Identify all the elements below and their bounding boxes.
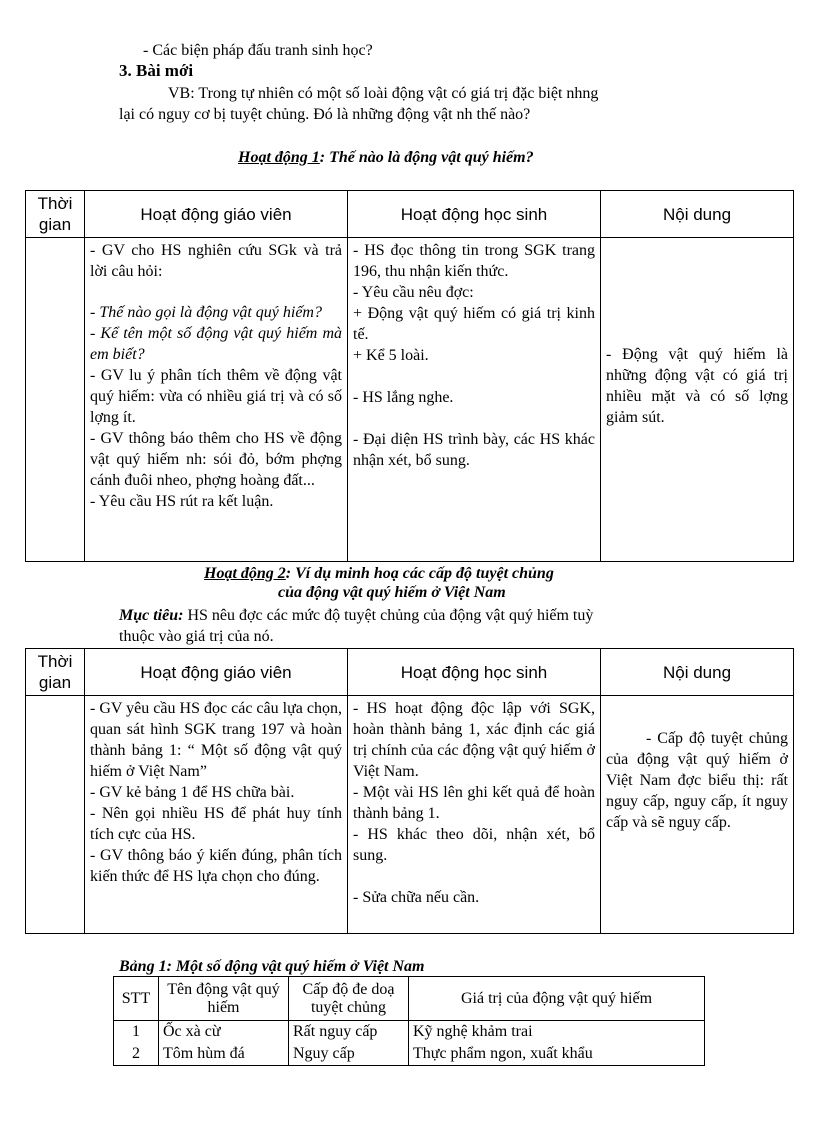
- header-student: Hoạt động học sinh: [348, 191, 601, 238]
- goal-text: HS nêu đợc các mức độ tuyệt chủng của động vật quý hiếm tuỳ: [183, 607, 594, 624]
- teacher-step: - GV kẻ bảng 1 để HS chữa bài.: [90, 784, 295, 801]
- header-content: Nội dung: [601, 649, 794, 696]
- content-text: - Động vật quý hiếm là những động vật có giá trị nhiều mặt và có số lợng giảm sút.: [606, 346, 788, 426]
- student-step: + Kể 5 loài.: [353, 347, 429, 364]
- intro-vb-line1: VB: Trong tự nhiên có một số loài động vật có giá trị đặc biệt nhng: [168, 85, 599, 102]
- header-teacher: Hoạt động giáo viên: [85, 191, 348, 238]
- student-step: - HS lắng nghe.: [353, 389, 454, 406]
- teacher-step: - Yêu cầu HS rút ra kết luận.: [90, 493, 274, 510]
- table1-title: Bảng 1: Một số động vật quý hiếm ở Việt Nam: [119, 958, 425, 975]
- cell-stt: 1: [114, 1021, 159, 1044]
- activity1-label: Hoạt động 1: [238, 149, 320, 166]
- activity2-heading: [204, 564, 554, 584]
- cell-stt: 2: [114, 1043, 159, 1066]
- table1-header: STT: [114, 977, 159, 1021]
- cell-value: Thực phẩm ngon, xuất khẩu: [409, 1043, 705, 1066]
- content-cell: [601, 696, 794, 934]
- teacher-question: - Thế nào gọi là động vật quý hiếm?: [90, 304, 322, 321]
- activity2-label: Hoạt động 2: [204, 565, 286, 582]
- header-teacher: Hoạt động giáo viên: [85, 649, 348, 696]
- cell-name: Tôm hùm đá: [159, 1043, 289, 1066]
- table1-header: Giá trị của động vật quý hiếm: [409, 977, 705, 1021]
- table-row: [114, 1043, 705, 1066]
- time-cell: [26, 696, 85, 934]
- activity2-title-line2: của động vật quý hiếm ở Việt Nam: [278, 584, 506, 601]
- content-text: - Cấp độ tuyệt chủng của động vật quý hiếm ở Việt Nam đợc biểu thị: rất nguy cấp, nguy cấp, ít nguy cấp và sẽ nguy cấp.: [606, 730, 788, 831]
- student-step: - HS đọc thông tin trong SGK trang 196, thu nhận kiến thức.: [353, 242, 595, 280]
- table-row: [114, 1021, 705, 1044]
- activity2-goal-line2: thuộc vào giá trị của nó.: [119, 628, 274, 645]
- activity1-heading: [238, 148, 534, 168]
- cell-value: Kỹ nghệ khảm trai: [409, 1021, 705, 1044]
- activity2-goal: [119, 606, 593, 626]
- cell-name: Ốc xà cừ: [159, 1021, 289, 1044]
- student-step: - Yêu cầu nêu đợc:: [353, 284, 474, 301]
- teacher-step: - GV cho HS nghiên cứu SGk và trả lời câu hỏi:: [90, 242, 342, 280]
- cell-level: Nguy cấp: [289, 1043, 409, 1066]
- content-cell: [601, 238, 794, 562]
- header-student: Hoạt động học sinh: [348, 649, 601, 696]
- section-title: 3. Bài mới: [119, 61, 194, 80]
- goal-label: Mục tiêu:: [119, 607, 184, 624]
- student-step: - Sửa chữa nếu cần.: [353, 889, 480, 906]
- table1-header: Cấp độ đe doạ tuyệt chủng: [289, 977, 409, 1021]
- time-cell: [26, 238, 85, 562]
- teacher-step: - Nên gọi nhiều HS để phát huy tính tích cực của HS.: [90, 805, 342, 843]
- student-cell: [348, 238, 601, 562]
- activity1-table: [25, 190, 794, 562]
- cell-level: Rất nguy cấp: [289, 1021, 409, 1044]
- teacher-step: - GV yêu cầu HS đọc các câu lựa chọn, quan sát hình SGK trang 197 và hoàn thành bảng 1: “ Một số động vật quý hiếm ở Việt Nam”: [90, 700, 342, 780]
- table1-header: Tên động vật quý hiếm: [159, 977, 289, 1021]
- table1: [113, 976, 705, 1066]
- student-step: - HS khác theo dõi, nhận xét, bổ sung.: [353, 826, 595, 864]
- teacher-step: - GV lu ý phân tích thêm về động vật quý hiếm: vừa có nhiều giá trị và có số lợng ít.: [90, 367, 342, 426]
- header-time: Thời gian: [26, 191, 85, 238]
- activity2-table: [25, 648, 794, 934]
- teacher-question: - Kể tên một số động vật quý hiếm mà em biết?: [90, 325, 342, 363]
- activity2-title: : Ví dụ minh hoạ các cấp độ tuyệt chủng: [285, 565, 554, 582]
- student-step: - HS hoạt động độc lập với SGK, hoàn thành bảng 1, xác định các giá trị chính của các động vật quý hiếm ở Việt Nam.: [353, 700, 595, 780]
- teacher-step: - GV thông báo thêm cho HS về động vật quý hiếm nh: sói đỏ, bớm phợng cánh đuôi nheo, phợng hoàng đất...: [90, 430, 342, 489]
- header-content: Nội dung: [601, 191, 794, 238]
- intro-question: - Các biện pháp đấu tranh sinh học?: [143, 42, 373, 59]
- teacher-cell: [85, 696, 348, 934]
- activity1-title: : Thế nào là động vật quý hiếm?: [319, 149, 534, 166]
- student-step: - Đại diện HS trình bày, các HS khác nhận xét, bổ sung.: [353, 431, 595, 469]
- student-cell: [348, 696, 601, 934]
- teacher-step: - GV thông báo ý kiến đúng, phân tích kiến thức để HS lựa chọn cho đúng.: [90, 847, 342, 885]
- student-step: + Động vật quý hiếm có giá trị kinh tế.: [353, 305, 595, 343]
- student-step: - Một vài HS lên ghi kết quả để hoàn thành bảng 1.: [353, 784, 595, 822]
- header-time: Thời gian: [26, 649, 85, 696]
- intro-vb-line2: lại có nguy cơ bị tuyệt chủng. Đó là những động vật nh thế nào?: [119, 106, 531, 123]
- teacher-cell: [85, 238, 348, 562]
